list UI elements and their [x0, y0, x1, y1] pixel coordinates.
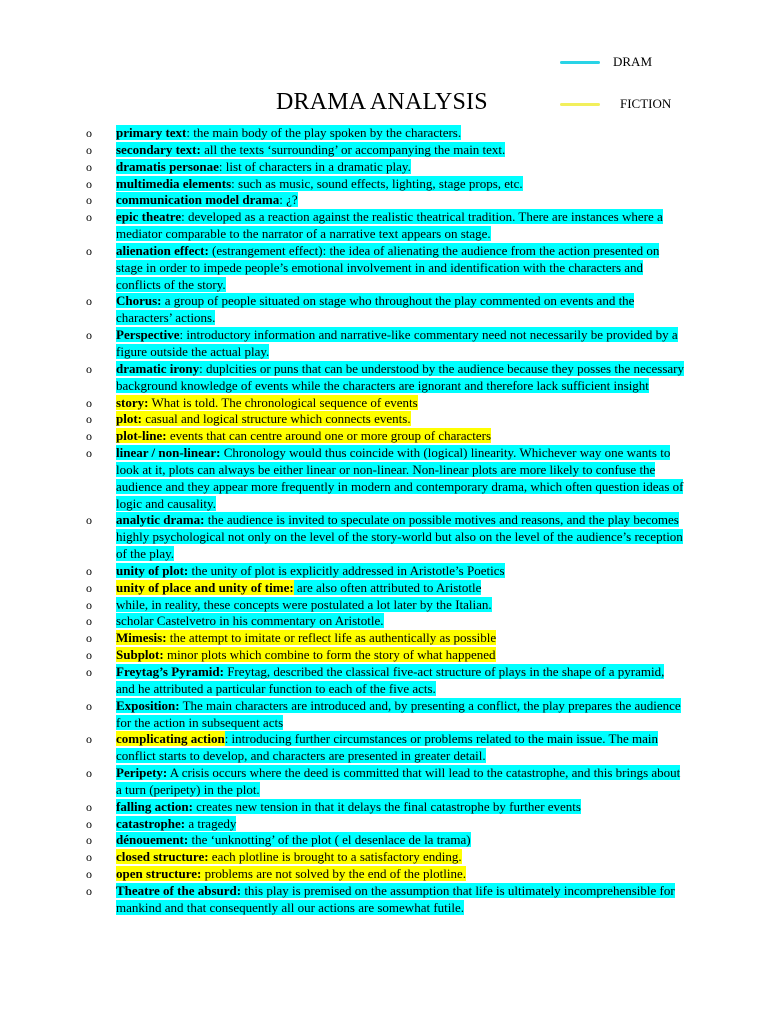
bullet-icon: o — [86, 328, 92, 343]
item-text — [116, 243, 659, 292]
item-text — [116, 428, 491, 443]
bullet-icon: o — [86, 867, 92, 882]
list-item — [86, 765, 686, 799]
item-term: secondary text: — [116, 141, 201, 157]
item-definition: Chronology would thus coincide with (logical) linearity. Whichever way one wants to look at it, plots can always be either linear or non-linear. Non-linear plots are more likely to confuse the audience and they appear more frequently in modern and contemporary drama, which often question ideas of logic and causality. — [116, 445, 684, 511]
bullet-icon: o — [86, 563, 92, 578]
item-text — [116, 597, 492, 612]
list-item — [86, 445, 686, 512]
item-text — [116, 176, 523, 191]
item-definition: : list of characters in a dramatic play. — [218, 158, 411, 174]
list-item — [86, 580, 686, 597]
item-definition: problems are not solved by the end of the plotline. — [201, 866, 466, 882]
list-item — [86, 209, 686, 243]
item-text — [116, 816, 236, 831]
item-term: story: — [116, 394, 149, 410]
bullet-icon: o — [86, 799, 92, 814]
item-term: dénouement: — [116, 832, 189, 848]
bullet-icon: o — [86, 361, 92, 376]
item-text — [116, 327, 678, 359]
bullet-icon: o — [86, 614, 92, 629]
bullet-icon: o — [86, 648, 92, 663]
list-item — [86, 411, 686, 428]
legend-drama-swatch — [560, 61, 600, 64]
item-text — [116, 159, 411, 174]
item-text — [116, 512, 683, 561]
bullet-icon: o — [86, 850, 92, 865]
bullet-icon: o — [86, 176, 92, 191]
item-definition: The main characters are introduced and, by presenting a conflict, the play prepares the audience for the action in subsequent acts — [116, 697, 681, 730]
item-term: multimedia elements — [116, 175, 232, 191]
bullet-icon: o — [86, 193, 92, 208]
legend-drama-label: DRAM — [613, 54, 653, 69]
item-term: Exposition: — [116, 697, 180, 713]
item-term: Subplot: — [116, 647, 164, 663]
item-term: complicating action — [116, 731, 225, 747]
list-item — [86, 597, 686, 614]
list-item — [86, 176, 686, 193]
item-definition: scholar Castelvetro in his commentary on Aristotle. — [116, 613, 384, 629]
item-definition: are also often attributed to Aristotle — [293, 579, 482, 595]
list-item — [86, 243, 686, 294]
legend-fiction — [560, 94, 760, 114]
term-list — [86, 125, 686, 917]
item-definition: all the texts ‘surrounding’ or accompanying the main text. — [200, 141, 506, 157]
item-term: linear / non-linear: — [116, 445, 221, 461]
bullet-icon: o — [86, 126, 92, 140]
list-item — [86, 395, 686, 412]
item-definition: (estrangement effect): the idea of alienating the audience from the action presented on stage in order to impede people’s emotional involvement in and identification with the characters and conflicts of the story. — [116, 242, 660, 292]
item-term: Perspective — [116, 327, 180, 343]
item-term: Mimesis: — [116, 630, 167, 646]
item-text — [116, 731, 658, 763]
bullet-icon: o — [86, 698, 92, 713]
list-item — [86, 361, 686, 395]
item-definition: creates new tension in that it delays the final catastrophe by further events — [192, 798, 581, 814]
bullet-icon: o — [86, 513, 92, 528]
item-definition: a group of people situated on stage who throughout the play commented on events and the characters’ actions. — [116, 293, 635, 326]
bullet-icon: o — [86, 816, 92, 831]
list-item — [86, 883, 686, 917]
item-term: communication model drama — [116, 192, 280, 208]
item-definition: : developed as a reaction against the realistic theatrical tradition. There are instances where a mediator comparable to the narrator of a narrative text appears on stage. — [116, 209, 663, 242]
item-definition: : ¿? — [279, 192, 298, 208]
bullet-icon: o — [86, 883, 92, 898]
item-text — [116, 125, 461, 140]
item-text — [116, 849, 462, 864]
item-definition: events that can centre around one or more group of characters — [166, 428, 492, 444]
item-text — [116, 361, 684, 393]
list-item — [86, 563, 686, 580]
item-term: Theatre of the absurd: — [116, 882, 242, 898]
item-definition: the attempt to imitate or reflect life as authentically as possible — [166, 630, 497, 646]
item-text — [116, 563, 505, 578]
item-text — [116, 832, 471, 847]
item-term: plot: — [116, 411, 142, 427]
item-text — [116, 664, 664, 696]
item-text — [116, 698, 681, 730]
bullet-icon: o — [86, 446, 92, 461]
bullet-icon: o — [86, 833, 92, 848]
item-text — [116, 883, 675, 915]
list-item — [86, 866, 686, 883]
item-text — [116, 411, 411, 426]
item-definition: : introductory information and narrative-like commentary need not necessarily be provided by a figure outside the actual play. — [116, 327, 678, 359]
page-title: DRAMA ANALYSIS — [276, 89, 488, 115]
item-definition: : such as music, sound effects, lighting, stage props, etc. — [231, 175, 523, 191]
item-definition: : duplcities or puns that can be understood by the audience because they posses the necessary background knowledge of events while the characters are ignorant and therefore lack sufficient insight — [116, 360, 684, 393]
item-text — [116, 647, 496, 662]
item-text — [116, 630, 496, 645]
item-term: catastrophe: — [116, 815, 186, 831]
list-item — [86, 664, 686, 698]
item-term: Peripety: — [116, 765, 168, 781]
item-text — [116, 395, 418, 410]
item-term: analytic drama: — [116, 512, 205, 528]
list-item — [86, 698, 686, 732]
item-text — [116, 142, 505, 157]
list-item — [86, 125, 686, 142]
item-definition: the unity of plot is explicitly addressed in Aristotle’s Poetics — [188, 562, 505, 578]
list-item — [86, 630, 686, 647]
bullet-icon: o — [86, 159, 92, 174]
item-definition: Freytag, described the classical five-act structure of plays in the shape of a pyramid, and he attributed a particular function to each of the five acts. — [116, 664, 665, 696]
item-term: alienation effect: — [116, 242, 209, 258]
bullet-icon: o — [86, 766, 92, 781]
item-term: plot-line: — [116, 428, 167, 444]
list-item — [86, 159, 686, 176]
item-term: epic theatre — [116, 209, 182, 225]
item-term: Chorus: — [116, 293, 162, 309]
list-item — [86, 142, 686, 159]
list-item — [86, 192, 686, 209]
list-item — [86, 428, 686, 445]
bullet-icon: o — [86, 580, 92, 595]
item-definition: while, in reality, these concepts were postulated a lot later by the Italian. — [116, 596, 492, 612]
item-definition: minor plots which combine to form the story of what happened — [163, 647, 496, 663]
list-item — [86, 832, 686, 849]
item-term: dramatic irony — [116, 360, 200, 376]
item-definition: the audience is invited to speculate on possible motives and reasons, and the play becomes highly psychological not only on the level of the story-world but also on the level of the audience’s reception of the play. — [116, 512, 683, 562]
list-item — [86, 799, 686, 816]
list-item — [86, 613, 686, 630]
legend-fiction-swatch — [560, 103, 600, 106]
item-definition: A crisis occurs where the deed is committed that will lead to the catastrophe, and this brings about a turn (peripety) in the plot. — [116, 765, 681, 797]
item-text — [116, 613, 384, 628]
item-definition: What is told. The chronological sequence of events — [148, 394, 418, 410]
item-text — [116, 209, 663, 241]
item-term: unity of place and unity of time: — [116, 579, 294, 595]
bullet-icon: o — [86, 412, 92, 427]
list-item — [86, 512, 686, 563]
item-term: unity of plot: — [116, 562, 189, 578]
bullet-icon: o — [86, 597, 92, 612]
item-term: dramatis personae — [116, 158, 219, 174]
legend-fiction-label: FICTION — [620, 96, 672, 111]
item-definition: a tragedy — [185, 815, 237, 831]
item-text — [116, 192, 298, 207]
item-text — [116, 293, 634, 325]
item-definition: casual and logical structure which connects events. — [142, 411, 411, 427]
list-item — [86, 327, 686, 361]
list-item — [86, 647, 686, 664]
bullet-icon: o — [86, 294, 92, 309]
bullet-icon: o — [86, 395, 92, 410]
item-term: closed structure: — [116, 849, 209, 865]
item-definition: the ‘unknotting’ of the plot ( el desenlace de la trama) — [188, 832, 471, 848]
bullet-icon: o — [86, 665, 92, 679]
item-text — [116, 866, 466, 881]
bullet-icon: o — [86, 142, 92, 157]
list-item — [86, 816, 686, 833]
list-item — [86, 849, 686, 866]
bullet-icon: o — [86, 429, 92, 444]
bullet-icon: o — [86, 732, 92, 747]
item-definition: this play is premised on the assumption that life is ultimately incomprehensible for mankind and that consequently all our actions are somewhat futile. — [116, 882, 675, 915]
item-text — [116, 799, 581, 814]
item-definition: : introducing further circumstances or problems related to the main issue. The main conflict starts to develop, and characters are presented in greater detail. — [116, 731, 659, 764]
item-definition: each plotline is brought to a satisfactory ending. — [208, 849, 462, 865]
bullet-icon: o — [86, 631, 92, 646]
item-definition: : the main body of the play spoken by the characters. — [186, 125, 462, 140]
item-text — [116, 765, 680, 797]
list-item — [86, 731, 686, 765]
item-text — [116, 580, 481, 595]
bullet-icon: o — [86, 243, 92, 258]
bullet-icon: o — [86, 210, 92, 225]
item-term: primary text — [116, 125, 187, 140]
item-text — [116, 445, 683, 511]
legend-drama — [560, 52, 760, 72]
list-item — [86, 293, 686, 327]
item-term: open structure: — [116, 866, 202, 882]
item-term: Freytag’s Pyramid: — [116, 664, 224, 679]
item-term: falling action: — [116, 798, 193, 814]
